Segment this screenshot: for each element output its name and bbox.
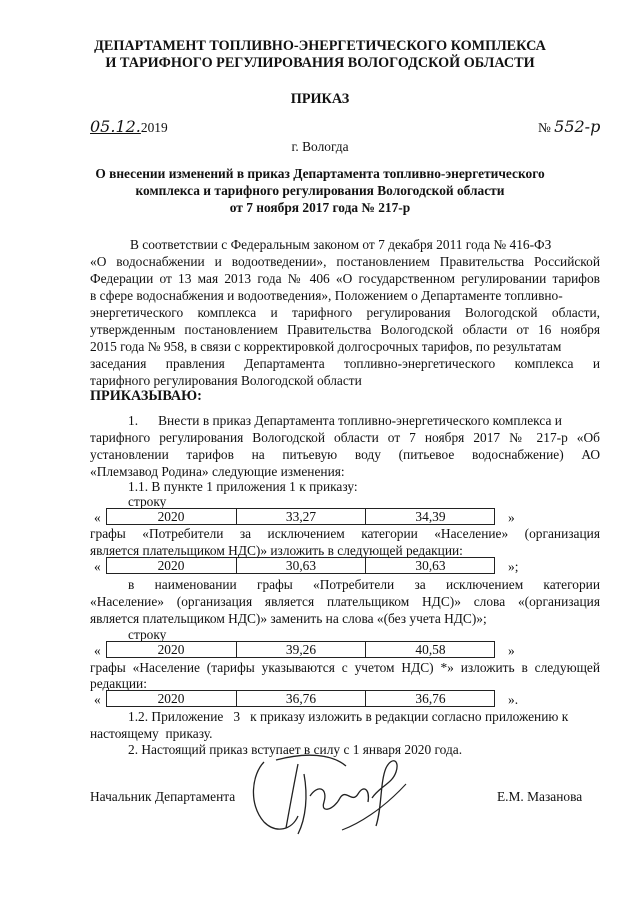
row-word: строку bbox=[128, 627, 167, 642]
handwritten-number: 552-р bbox=[554, 117, 601, 136]
item1-2-line: 1.2. Приложение 3 к приказу изложить в редакции согласно приложению к bbox=[128, 709, 569, 724]
order-number bbox=[538, 118, 600, 136]
signatory-name: Е.М. Мазанова bbox=[497, 789, 583, 804]
quote-close: ». bbox=[508, 692, 519, 707]
table-cell-year: 2020 bbox=[157, 509, 185, 524]
preamble-line: заседания правления Департамента топливно-энергетического комплекса и bbox=[90, 356, 600, 371]
table-cell-value: 36,76 bbox=[365, 691, 495, 706]
table-cell-value: 40,58 bbox=[365, 642, 495, 657]
tariff-row-table bbox=[106, 641, 495, 658]
quote-open: « bbox=[94, 692, 101, 707]
department-name-line1: ДЕПАРТАМЕНТ ТОПЛИВНО-ЭНЕРГЕТИЧЕСКОГО КОМПЛЕКСА bbox=[94, 38, 546, 54]
text-line: графы «Население (тарифы указываются с учетом НДС) *» изложить в следующей bbox=[90, 660, 600, 675]
text-line: редакции: bbox=[90, 676, 147, 691]
table-cell-year: 2020 bbox=[157, 642, 185, 657]
tariff-row-table bbox=[106, 557, 495, 574]
preamble-line: утвержденным постановлением Правительства Вологодской области от 16 ноября bbox=[90, 322, 600, 337]
quote-close: » bbox=[508, 510, 515, 525]
item1-line: тарифного регулирования Вологодской области от 7 ноября 2017 № 217-р «Об bbox=[90, 430, 600, 445]
quote-open: « bbox=[94, 559, 101, 574]
preamble-line: В соответствии с Федеральным законом от 7 декабря 2011 года № 416-ФЗ bbox=[130, 237, 552, 252]
text-line: является плательщиком НДС)» заменить на слова «(без учета НДС)»; bbox=[90, 611, 487, 626]
quote-open: « bbox=[94, 510, 101, 525]
order-date bbox=[90, 118, 168, 136]
tariff-row-table bbox=[106, 508, 495, 525]
item1-line: установлении тарифов на питьевую воду (питьевое водоснабжение) АО bbox=[90, 447, 600, 462]
table-cell-value: 30,63 bbox=[236, 558, 365, 573]
signatory-position: Начальник Департамента bbox=[90, 789, 236, 804]
date-year: 2019 bbox=[140, 120, 168, 135]
table-cell-value: 30,63 bbox=[365, 558, 495, 573]
table-cell-year: 2020 bbox=[157, 558, 185, 573]
table-cell-value: 34,39 bbox=[365, 509, 495, 524]
row-word: строку bbox=[128, 494, 167, 509]
text-line: «Население» (организация является плательщиком НДС)» слова «(организация bbox=[90, 594, 600, 609]
subject-line: комплекса и тарифного регулирования Вологодской области bbox=[135, 183, 505, 198]
item1-1: 1.1. В пункте 1 приложения 1 к приказу: bbox=[128, 479, 358, 494]
quote-close: » bbox=[508, 643, 515, 658]
handwritten-signature bbox=[246, 744, 416, 840]
tariff-row-table bbox=[106, 690, 495, 707]
order-word: ПРИКАЗЫВАЮ: bbox=[90, 388, 202, 404]
preamble-line: 2015 года № 958, в связи с корректировкой долгосрочных тарифов, по результатам bbox=[90, 339, 562, 354]
quote-close: »; bbox=[508, 559, 519, 574]
text-line: графы «Потребители за исключением категории «Население» (организация bbox=[90, 526, 600, 541]
preamble-line: Федерации от 13 мая 2013 года № 406 «О государственном регулировании тарифов bbox=[90, 271, 600, 286]
item1-2-line: настоящему приказу. bbox=[90, 726, 213, 741]
preamble-line: тарифного регулирования Вологодской области bbox=[90, 373, 362, 388]
number-sign: № bbox=[538, 120, 551, 135]
table-cell-value: 39,26 bbox=[236, 642, 365, 657]
text-line: в наименовании графы «Потребители за исключением категории bbox=[128, 577, 600, 592]
subject-line: О внесении изменений в приказ Департамента топливно-энергетического bbox=[95, 166, 545, 181]
department-name-line2: И ТАРИФНОГО РЕГУЛИРОВАНИЯ ВОЛОГОДСКОЙ ОБЛАСТИ bbox=[105, 55, 535, 71]
table-cell-value: 36,76 bbox=[236, 691, 365, 706]
item1-line: «Племзавод Родина» следующие изменения: bbox=[90, 464, 345, 479]
quote-open: « bbox=[94, 643, 101, 658]
preamble-line: энергетического комплекса и тарифного регулирования Вологодской области, bbox=[90, 305, 600, 320]
document-type: ПРИКАЗ bbox=[290, 91, 350, 107]
subject-line: от 7 ноября 2017 года № 217-р bbox=[229, 200, 411, 215]
preamble-line: в сфере водоснабжения и водоотведения», Положением о Департаменте топливно- bbox=[90, 288, 563, 303]
table-cell-value: 33,27 bbox=[236, 509, 365, 524]
item1-line: 1. Внести в приказ Департамента топливно-энергетического комплекса и bbox=[128, 413, 562, 428]
preamble-line: «О водоснабжении и водоотведении», постановлением Правительства Российской bbox=[90, 254, 600, 269]
item2: 2. Настоящий приказ вступает в силу с 1 января 2020 года. bbox=[128, 742, 463, 757]
text-line: является плательщиком НДС)» изложить в следующей редакции: bbox=[90, 543, 463, 558]
handwritten-date: 05.12. bbox=[90, 117, 141, 136]
city: г. Вологда bbox=[291, 139, 349, 154]
table-cell-year: 2020 bbox=[157, 691, 185, 706]
